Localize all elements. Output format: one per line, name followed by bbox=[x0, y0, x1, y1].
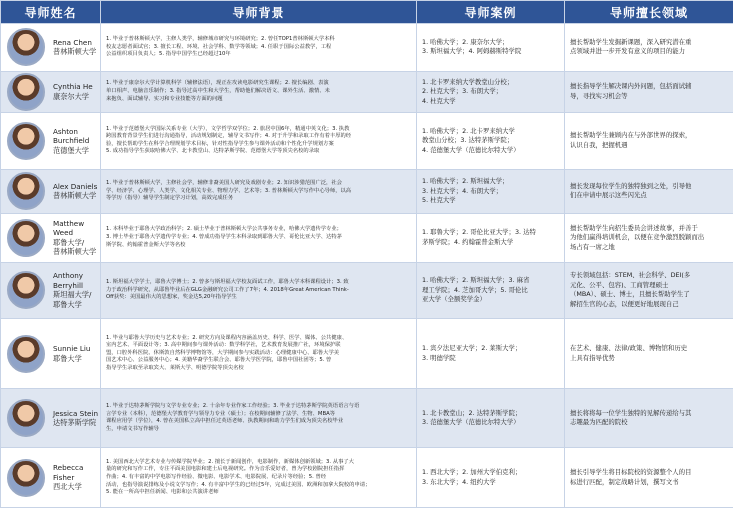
mentor-name-line: 普林斯顿大学 bbox=[53, 247, 97, 257]
mentor-name-cell bbox=[1, 213, 101, 262]
mentor-specialty bbox=[565, 129, 733, 152]
mentor-specialty-line: 导，寻找实习机会等 bbox=[570, 91, 628, 100]
mentor-background-line: 3. 博士毕业于耶鲁大学遗传学专业；4. 曾成功指导学生本科录取到耶鲁大学、哥伦比亚大学、达特茅 bbox=[106, 234, 342, 240]
mentor-background-line: 1. 毕业于普林斯顿大学，主修社会学，辅修非裔美国人研究及戏剧专业；2. 知识涉猎范围广泛，社会 bbox=[106, 180, 342, 186]
mentor-background-line: 活动，也指导演说排练及小说文学写作；4. 有丰富中学生的已经过5年，完成过美国、欧洲和加拿大院校的申请； bbox=[106, 481, 371, 488]
mentor-cases-line: 2. 杜克大学；3. 布朗大学； bbox=[422, 87, 503, 96]
mentor-specialty-line: 元化、公平、包容)、工商管理硕士 bbox=[570, 280, 669, 289]
mentor-background-line: 1. 毕业于范德堡大学国际关系专业（大学），文学哲学双学位；2. 旅居中国6年，精通中英文化；3. 执教 bbox=[106, 125, 350, 132]
header-background: 导师背景 bbox=[101, 1, 417, 24]
mentor-background-cell bbox=[101, 24, 417, 72]
mentor-name-line: 耶鲁大学 bbox=[53, 353, 82, 363]
mentor-background-cell bbox=[101, 389, 417, 448]
mentor-background-line: 公益组织项目负责人；5. 指导中国学生已经超过10年 bbox=[106, 51, 231, 58]
mentor-background-line: 1. 本科毕业于耶鲁大学政治科学；2. 硕士毕业于普林斯顿大学公共事务专业，哈佛大学遗传学专业； bbox=[106, 226, 342, 233]
mentor-name-cell bbox=[1, 112, 101, 169]
mentor-name-line: Rena Chen bbox=[53, 37, 92, 47]
mentor-cases-line: 1. 哈佛大学；2. 斯坦福大学；3. 麻省 bbox=[422, 276, 530, 285]
table-row bbox=[1, 319, 733, 389]
mentor-background-line: 作曲；4. 有丰富的中学电影写作经验、微电影、电影学术、电影院展、纪录片等经验；5. 曾经 bbox=[106, 473, 327, 480]
mentor-name-line: 普林斯顿大学 bbox=[53, 191, 97, 201]
mentor-background bbox=[101, 224, 416, 251]
mentor-specialty-line: （MBA）、硕士、博士，且擅长帮助学生了 bbox=[570, 290, 690, 299]
mentor-specialty-line: 擅长发现每位学生的独特独到之处，引导他 bbox=[570, 181, 692, 190]
mentor-specialty-cell bbox=[565, 448, 733, 508]
mentor-cases-cell bbox=[417, 389, 565, 448]
mentor-specialty bbox=[565, 222, 733, 255]
mentor-cases-line: 亚大学（全额奖学金） bbox=[422, 295, 486, 304]
mentor-background-line: 盟，口腔外科医院、休斯敦自然科学博物馆等，大学期间参与实践活动：心理健康中心、耶鲁大学美 bbox=[106, 349, 340, 356]
mentor-background bbox=[101, 78, 416, 105]
mentor-background-line: 1. 毕业于康奈尔大学计算机科学（辅修法语），现正在攻读电影研究生课程；2. 擅长编剧、表演 bbox=[106, 80, 329, 87]
mentor-name-line: Anthony bbox=[53, 271, 84, 281]
mentor-cases-line: 1. 哈佛大学；2. 北卡罗来纳大学 bbox=[422, 126, 515, 135]
mentor-cases-line: 1. 宾夕法尼亚大学；2. 莱斯大学； bbox=[422, 344, 522, 353]
mentor-specialty-line: 场占有一席之地 bbox=[570, 242, 615, 251]
mentor-specialty-line: 标进行匹配，制定战略计划，撰写文书 bbox=[570, 477, 679, 486]
mentor-specialty-cell bbox=[565, 112, 733, 169]
mentor-name-line: Fisher bbox=[53, 472, 75, 482]
mentor-name-line: 斯坦福大学/ bbox=[53, 290, 92, 300]
mentor-specialty-cell bbox=[565, 170, 733, 214]
mentor-specialty-line: 们在申请中展示这些闪光点 bbox=[570, 191, 647, 200]
mentor-cases-line: 3. 明德学院 bbox=[422, 353, 456, 362]
mentor-background-line: 生，申请文书写作辅导 bbox=[106, 425, 159, 432]
mentor-name-line: 西北大学 bbox=[53, 482, 82, 492]
mentor-cases bbox=[417, 342, 564, 365]
mentor-name-line: Cynthia He bbox=[53, 82, 93, 92]
mentor-cases bbox=[417, 36, 564, 59]
mentor-specialty-cell bbox=[565, 213, 733, 262]
mentor-background-line: 言学专业（本科），范德堡大学教育学与领导力专业（硕士）；在校期间辅修了法学、生物、MBA等 bbox=[106, 410, 335, 417]
mentor-background bbox=[101, 178, 416, 205]
table-row bbox=[1, 262, 733, 318]
mentor-background-line: 指导学生录取至录取宾大、莱斯大学、明德学院等顶尖名校 bbox=[106, 364, 244, 371]
mentor-specialty-line: 擅长将将每一位学生独特的见解传递给与其 bbox=[570, 408, 692, 417]
mentor-name-line: 范德堡大学 bbox=[53, 145, 89, 155]
mentor-specialty-line: 擅长帮助学生兼顾内在与外部世界的探索， bbox=[570, 131, 692, 140]
mentor-cases-cell bbox=[417, 213, 565, 262]
mentor-specialty-line: 点领域并进一步开发有意义的项目的能力 bbox=[570, 47, 686, 56]
mentor-background-line: 斯学院、约翰霍普金斯大学等名校 bbox=[106, 241, 186, 248]
avatar bbox=[7, 122, 45, 160]
mentor-specialty bbox=[565, 407, 733, 430]
mentor-name bbox=[53, 409, 98, 428]
mentor-background-line: 1. 美国西北大学艺术专业与传媒学院毕业；2. 擅长于新闻创作，电影制作，新媒体创新领域；3. 从事了大 bbox=[106, 458, 354, 465]
mentor-name-cell bbox=[1, 319, 101, 389]
mentor-background-line: 力于政治科学研究，从耶鲁毕业后在GLG金融研究公司工作了7年；4. 2018年Great American Think- bbox=[106, 286, 349, 293]
mentor-specialty-cell bbox=[565, 319, 733, 389]
mentor-name bbox=[53, 182, 97, 201]
avatar bbox=[7, 73, 45, 111]
mentor-cases-line: 3. 斯坦福大学；4. 阿姆赫斯特学院 bbox=[422, 47, 522, 56]
mentor-name-line: 耶鲁大学 bbox=[53, 299, 82, 309]
mentor-cases-line: 3. 杜克大学；4. 布朗大学； bbox=[422, 186, 503, 195]
mentor-background-line: 国艺术中心、公益服务中心；4. 美籍华裔学生联合会、耶鲁大学医学院，耶鲁中国社团等；5. 曾 bbox=[106, 357, 332, 364]
mentor-background-line: 来抱负、面试辅导、实习和专业技能等方面的问题 bbox=[106, 95, 223, 102]
mentor-specialty-line: 上具有指导优势 bbox=[570, 353, 615, 362]
header-name: 导师姓名 bbox=[1, 1, 101, 24]
mentor-name-cell bbox=[1, 170, 101, 214]
mentor-background-line: 1. 毕业与耶鲁大学历史与艺术专业；2. 研究方向及课程内容涵盖历史、科学、医学、媒体、公共健康、 bbox=[106, 334, 348, 341]
mentor-specialty-cell bbox=[565, 262, 733, 318]
mentor-name-line: 康奈尔大学 bbox=[53, 91, 89, 101]
mentor-cases-cell bbox=[417, 170, 565, 214]
mentor-cases-cell bbox=[417, 319, 565, 389]
avatar bbox=[7, 219, 45, 257]
mentor-cases bbox=[417, 274, 564, 307]
mentor-specialty bbox=[565, 80, 733, 103]
mentor-specialty-cell bbox=[565, 24, 733, 72]
mentor-name-line: 达特茅斯学院 bbox=[53, 418, 97, 428]
mentor-cases-cell bbox=[417, 112, 565, 169]
mentor-name-line: 普林斯顿大学 bbox=[53, 47, 97, 57]
mentor-background-cell bbox=[101, 262, 417, 318]
mentor-name-line: Weed bbox=[53, 228, 74, 238]
table-row bbox=[1, 71, 733, 112]
mentor-name-line: Sunnie Liu bbox=[53, 344, 91, 354]
mentor-background-line: 5. 成功指导学生获取哈佛大学、北卡教堂山、达特茅斯学院、范德堡大学等顶尖名校的录取 bbox=[106, 148, 320, 155]
mentor-name-line: Matthew bbox=[53, 218, 85, 228]
mentor-cases-line: 1. 北卡教堂山；2. 达特茅斯学院； bbox=[422, 408, 522, 417]
mentor-specialty bbox=[565, 342, 733, 365]
mentor-background-line: 5. 能在一所高中担任新闻、电影和公共演讲老师 bbox=[106, 489, 219, 496]
mentor-specialty bbox=[565, 269, 733, 311]
mentor-cases-line: 1. 哈佛大学；2. 斯坦福大学； bbox=[422, 177, 509, 186]
mentor-name-cell bbox=[1, 24, 101, 72]
table-row bbox=[1, 213, 733, 262]
mentor-background bbox=[101, 333, 416, 375]
avatar bbox=[7, 271, 45, 309]
mentor-background-line: 单口相声、电脑音乐制作；3. 指导过高中生和大学生，帮助他们解决语文、课外生活、激情、未 bbox=[106, 88, 330, 94]
header-row bbox=[1, 1, 733, 24]
mentor-background-cell bbox=[101, 213, 417, 262]
mentor-cases-line: 教堂山分校；3. 达特茅斯学院； bbox=[422, 136, 514, 145]
mentor-background-cell bbox=[101, 448, 417, 508]
mentor-name-line: 耶鲁大学/ bbox=[53, 237, 85, 247]
avatar bbox=[7, 172, 45, 210]
mentor-specialty-line: 擅长指导学生解决课内外问题，包括面试辅 bbox=[570, 82, 692, 91]
mentor-name bbox=[53, 463, 83, 492]
mentor-background bbox=[101, 401, 416, 435]
mentor-name-cell bbox=[1, 71, 101, 112]
mentor-background-line: 室内艺术、平面设计等；3. 高中期间参与课外活动：数学科学社，艺术教育发展推广社，环境保护联 bbox=[106, 342, 341, 349]
mentor-background-line: Off获奖：美国最伟大的思想家，奖金达5,20年指导学生 bbox=[106, 294, 237, 301]
mentor-specialty-cell bbox=[565, 71, 733, 112]
mentor-cases-cell bbox=[417, 262, 565, 318]
mentor-cases-line: 3. 东北大学；4. 纽约大学 bbox=[422, 477, 496, 486]
mentor-cases bbox=[417, 226, 564, 249]
mentor-specialty-line: 认识自我，把握机遇 bbox=[570, 140, 628, 149]
mentor-name-line: Burchfield bbox=[53, 136, 90, 146]
avatar bbox=[7, 28, 45, 66]
mentor-name-line: Berryhill bbox=[53, 280, 83, 290]
mentor-background-line: 等学历（指导）辅导学生制定学习计划，高效完成任务 bbox=[106, 195, 234, 202]
mentor-specialty-line: 专长领域包括：STEM、社会科学、DEI(多 bbox=[570, 271, 691, 280]
table-row bbox=[1, 389, 733, 448]
mentor-name bbox=[53, 219, 96, 257]
mentor-name-line: Ashton bbox=[53, 126, 78, 136]
table-row bbox=[1, 448, 733, 508]
mentor-cases-line: 1. 北卡罗来纳大学教堂山分校； bbox=[422, 77, 514, 86]
mentor-cases-cell bbox=[417, 448, 565, 508]
mentor-background-line: 1. 毕业于达特茅斯学院与文学专业专业；2. 十余年专业作家工作经验；3. 毕业于达特茅斯学院英语语言与语 bbox=[106, 403, 360, 410]
table-row bbox=[1, 112, 733, 169]
mentor-background bbox=[101, 124, 416, 158]
mentor-background-line: 验，擅长帮助学生在科学合理规划学术目标，针对性指导学生参与课外活动和个性化升学规划方案 bbox=[106, 140, 334, 147]
mentor-cases-line: 4. 杜克大学 bbox=[422, 96, 456, 105]
table-row bbox=[1, 24, 733, 72]
mentor-specialty bbox=[565, 36, 733, 59]
mentor-background-line: 量的研究和写作工作，专注平面美国电影和建士后电视研究。作为音乐爱好者，曾为学校剧院担任指挥 bbox=[106, 466, 345, 473]
mentor-specialty bbox=[565, 466, 733, 489]
mentor-cases-line: 4. 范德堡大学（范德比尔特大学） bbox=[422, 145, 520, 154]
mentor-cases bbox=[417, 466, 564, 489]
mentor-background-cell bbox=[101, 112, 417, 169]
mentor-name-line: Rebecca bbox=[53, 463, 84, 473]
mentor-cases-line: 3. 范德堡大学（范德比尔特大学） bbox=[422, 418, 520, 427]
mentor-specialty bbox=[565, 180, 733, 203]
mentor-name bbox=[53, 82, 93, 101]
mentor-cases-cell bbox=[417, 71, 565, 112]
mentor-cases bbox=[417, 175, 564, 208]
mentor-cases-line: 1. 西北大学；2. 加州大学伯克利； bbox=[422, 468, 522, 477]
header-cases: 导师案例 bbox=[417, 1, 565, 24]
mentor-cases-line: 理工学院；4. 芝加哥大学；5. 哥伦比 bbox=[422, 285, 528, 294]
mentor-background-cell bbox=[101, 319, 417, 389]
mentor-background-cell bbox=[101, 71, 417, 112]
mentor-cases-line: 茅斯学院；4. 约翰霍普金斯大学 bbox=[422, 237, 514, 246]
mentor-name bbox=[53, 344, 91, 363]
mentor-cases bbox=[417, 76, 564, 109]
mentor-cases bbox=[417, 125, 564, 158]
mentor-specialty-line: 解招生官的心态，以便更好地展现自己 bbox=[570, 299, 679, 308]
mentor-background-line: 跨国教育背景学生们进行沟通指导，活动规划制定，辅导文书写作；4. 对于升学和录取工作有着丰厚的经 bbox=[106, 133, 352, 140]
header-specialty: 导师擅长领域 bbox=[565, 1, 733, 24]
mentor-specialty-line: 擅长帮助学生向招生委员会讲述故事，并善于 bbox=[570, 223, 698, 232]
mentor-background-line: 校友志愿者面试官；3. 擅长工程、环境、社会学科、数学等领域；4. 任职于国际公益教学，工程 bbox=[106, 43, 332, 50]
mentor-background bbox=[101, 457, 416, 499]
mentor-name bbox=[53, 127, 89, 156]
avatar bbox=[7, 335, 45, 373]
mentor-name-cell bbox=[1, 262, 101, 318]
mentor-name-line: Jessica Stein bbox=[53, 408, 99, 418]
mentor-cases bbox=[417, 407, 564, 430]
mentor-name-cell bbox=[1, 389, 101, 448]
table-row bbox=[1, 170, 733, 214]
mentor-background-cell bbox=[101, 170, 417, 214]
mentor-specialty-line: 擅长引导学生将目标院校的资源整个人的目 bbox=[570, 468, 692, 477]
mentor-name-line: Alex Daniels bbox=[53, 181, 98, 191]
mentor-name-cell bbox=[1, 448, 101, 508]
mentor-specialty-line: 志趣最为匹配的院校 bbox=[570, 418, 628, 427]
avatar bbox=[7, 459, 45, 497]
mentor-name bbox=[53, 38, 96, 57]
mentor-background bbox=[101, 277, 416, 304]
mentor-specialty-line: 在艺术、健康、法律/政策、博物馆和历史 bbox=[570, 344, 688, 353]
mentor-cases-cell bbox=[417, 24, 565, 72]
mentor-background-line: 1. 毕业于普林斯顿大学，主修人类学，辅修城市研究与环境研究；2. 曾任TOP1普林斯顿大学本科 bbox=[106, 36, 335, 43]
mentor-background bbox=[101, 34, 416, 61]
mentor-cases-line: 5. 杜克大学 bbox=[422, 196, 456, 205]
mentor-background-line: 学、经济学、心理学、人类学、文化相关专业、物理力学、艺术等；3. 普林斯顿大学写作中心导师，以高 bbox=[106, 187, 352, 194]
mentor-specialty-cell bbox=[565, 389, 733, 448]
mentor-background-line: 课程应用学（学位），4. 曾在美国私立高中担任过英语老师、执教期间和助力学生们成为顶尖名校毕业 bbox=[106, 418, 344, 425]
avatar bbox=[7, 399, 45, 437]
mentor-name bbox=[53, 271, 91, 309]
mentor-specialty-line: 擅长帮助学生发掘新课题，深入研究潜在重 bbox=[570, 37, 692, 46]
mentor-background-line: 1. 斯坦福大学学士，耶鲁大学博士；2. 曾多与斯坦福大学校友面试工作，耶鲁大学本科课程设计；3. 致 bbox=[106, 279, 349, 286]
mentor-specialty-line: 为他们赢得培训机会，以便在竞争激烈脱颖而出 bbox=[570, 233, 705, 242]
mentor-cases-line: 1. 耶鲁大学；2. 哥伦比亚大学；3. 达特 bbox=[422, 228, 536, 237]
mentor-cases-line: 1. 哈佛大学；2. 康奈尔大学； bbox=[422, 37, 509, 46]
